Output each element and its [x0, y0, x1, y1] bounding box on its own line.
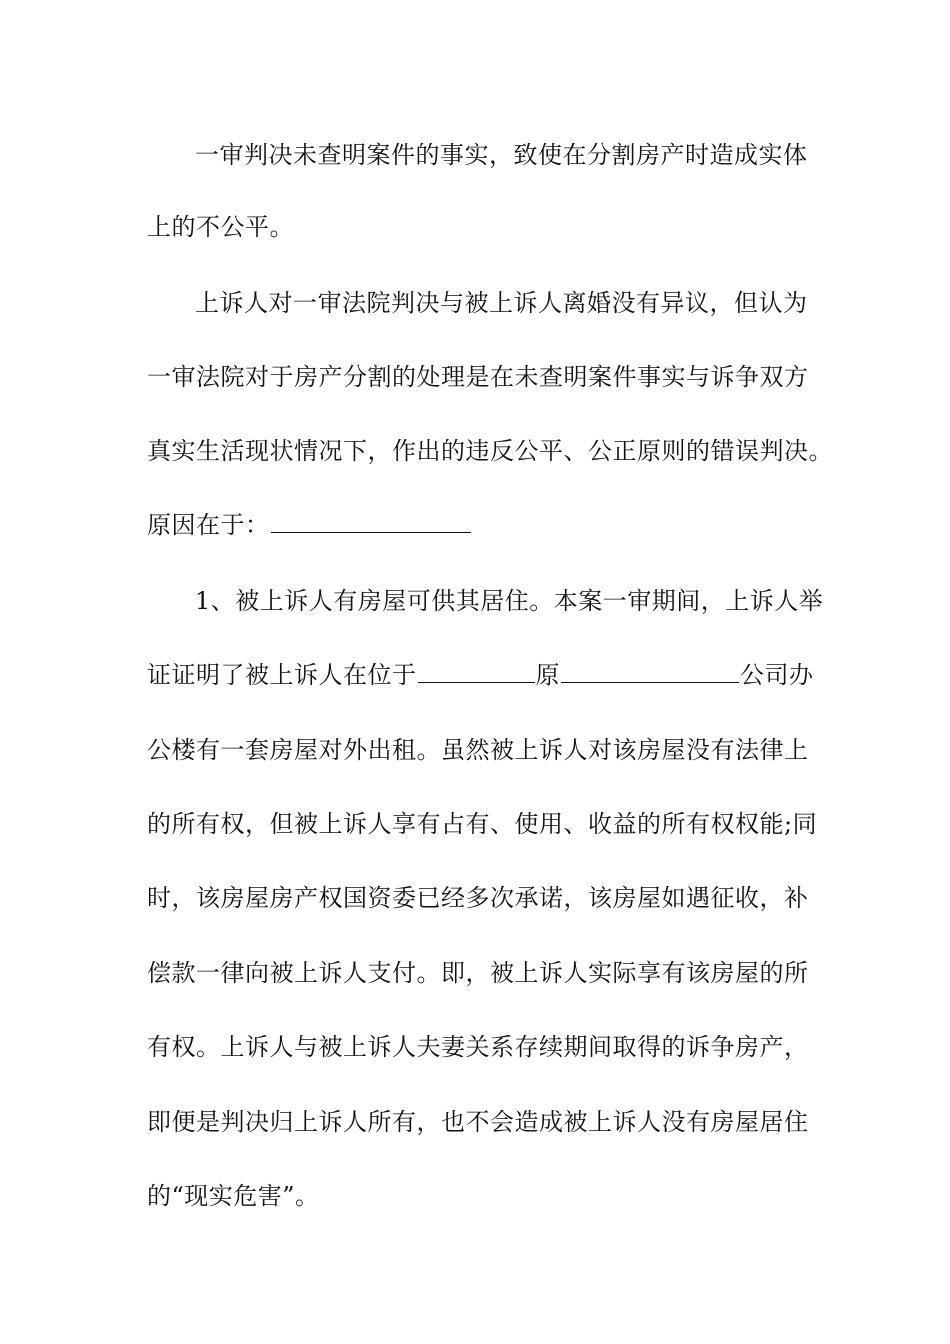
paragraph-3-line-6: 偿款一律向被上诉人支付。即，被上诉人实际享有该房屋的所 [147, 959, 809, 987]
paragraph-3-line-5: 时，该房屋房产权国资委已经多次承诺，该房屋如遇征收，补 [147, 884, 809, 912]
line-2-part-1: 证证明了被上诉人在位于 [147, 661, 417, 689]
paragraph-3-line-2 [147, 660, 847, 690]
line-2-part-2: 原 [535, 661, 560, 689]
paragraph-2-line-4 [147, 510, 847, 540]
paragraph-3-line-4: 的所有权，但被上诉人享有占有、使用、收益的所有权权能;同 [147, 810, 818, 838]
paragraph-2-line-2: 一审法院对于房产分割的处理是在未查明案件事实与诉争双方 [147, 363, 809, 391]
blank-underline-reason [271, 510, 471, 533]
blank-underline-company [561, 660, 739, 683]
reason-label: 原因在于： [147, 511, 270, 539]
paragraph-3-line-9: 的“现实危害”。 [147, 1182, 320, 1210]
paragraph-2-line-1: 上诉人对一审法院判决与被上诉人离婚没有异议，但认为 [195, 289, 808, 317]
paragraph-1-line-2: 上的不公平。 [147, 213, 294, 241]
paragraph-1-line-1: 一审判决未查明案件的事实，致使在分割房产时造成实体 [195, 141, 808, 169]
blank-underline-location [418, 660, 535, 683]
paragraph-3-line-1: 1、被上诉人有房屋可供其居住。本案一审期间，上诉人举 [195, 587, 824, 615]
paragraph-3-line-7: 有权。上诉人与被上诉人夫妻关系存续期间取得的诉争房产， [147, 1033, 809, 1061]
line-2-part-3: 公司办 [740, 661, 814, 689]
paragraph-3-line-3: 公楼有一套房屋对外出租。虽然被上诉人对该房屋没有法律上 [147, 736, 809, 764]
paragraph-3-line-8: 即便是判决归上诉人所有，也不会造成被上诉人没有房屋居住 [147, 1108, 809, 1136]
paragraph-2-line-3: 真实生活现状情况下，作出的违反公平、公正原则的错误判决。 [147, 437, 833, 465]
